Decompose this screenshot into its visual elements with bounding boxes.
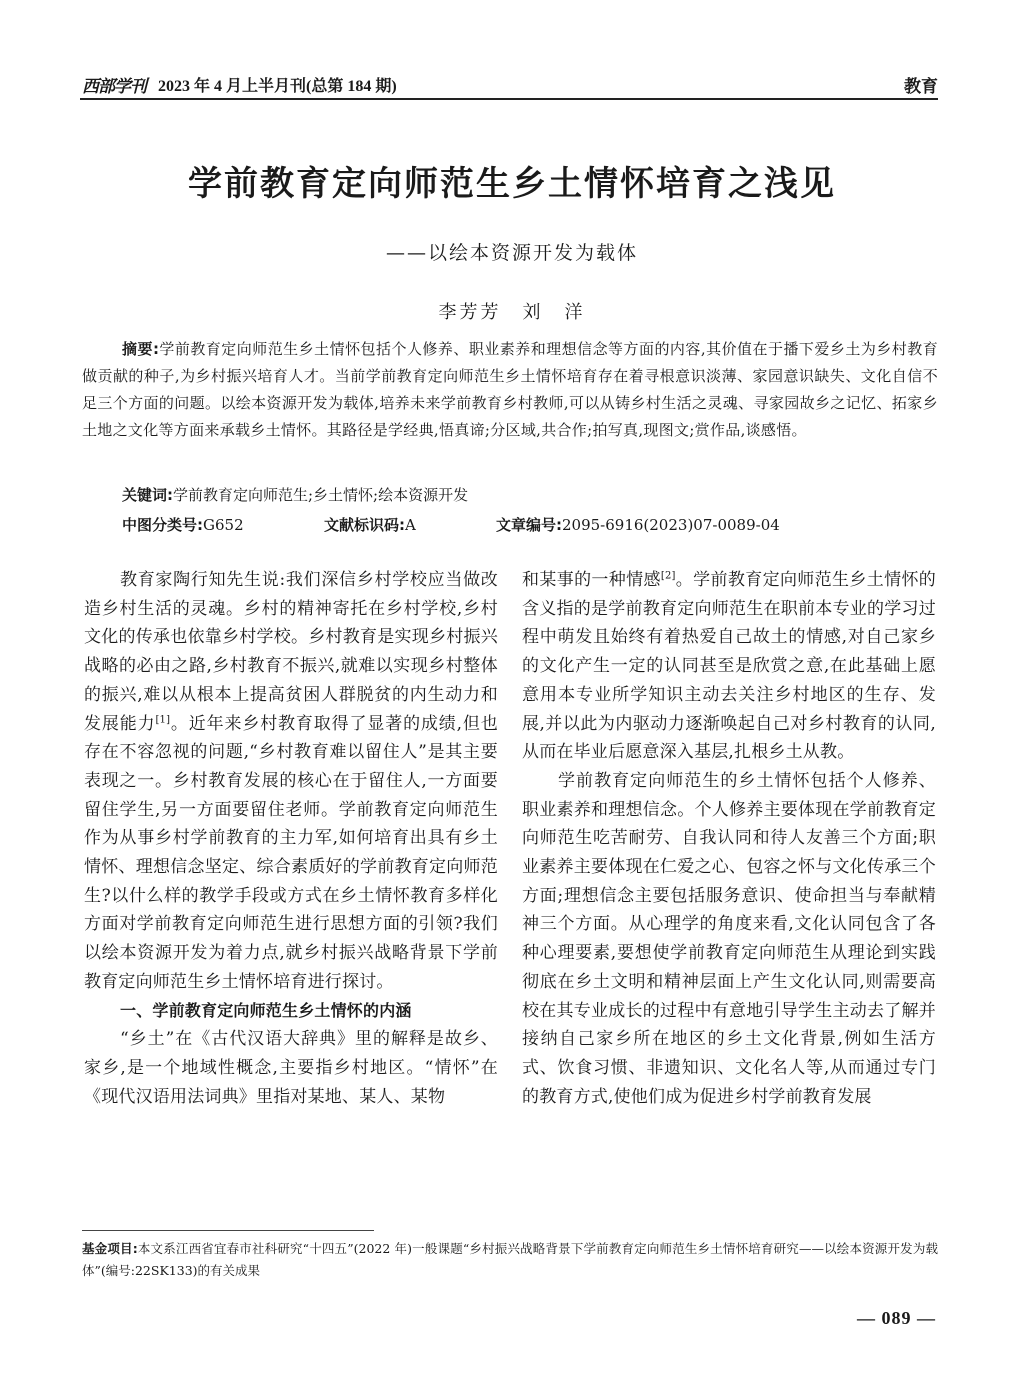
doc-code-label: 文献标识码: bbox=[324, 516, 405, 534]
article-subtitle: ——以绘本资源开发为载体 bbox=[385, 242, 638, 264]
footnote-label: 基金项目: bbox=[82, 1241, 138, 1256]
footnote-text: 本文系江西省宜春市社科研究“十四五”(2022 年)一般课题“乡村振兴战略背景下学前教育定向师范生乡土情怀培育研究——以绘本资源开发为载体”(编号:22SK133)的有关成果 bbox=[82, 1241, 939, 1278]
footnote bbox=[82, 1238, 938, 1282]
abstract-text: 学前教育定向师范生乡土情怀包括个人修养、职业素养和理想信念等方面的内容,其价值在于播下爱乡土为乡村教育做贡献的种子,为乡村振兴培育人才。当前学前教育定向师范生乡土情怀培育存在着寻根意识淡薄、家园意识缺失、文化自信不足三个方面的问题。以绘本资源开发为载体,培养未来学前教育乡村教师,可以从铸乡村生活之灵魂、寻家园故乡之记忆、拓家乡土地之文化等方面来承载乡土情怀。其路径是学经典,悟真谛;分区域,共合作;拍写真,现图文;赏作品,谈感悟。 bbox=[82, 340, 938, 439]
issue-info: 2023 年 4 月上半月刊(总第 184 期) bbox=[158, 78, 397, 95]
keywords-text: 学前教育定向师范生;乡土情怀;绘本资源开发 bbox=[173, 486, 469, 504]
article-no-value: 2095-6916(2023)07-0089-04 bbox=[562, 516, 780, 534]
footnote-rule bbox=[82, 1230, 374, 1231]
article-title: 学前教育定向师范生乡土情怀培育之浅见 bbox=[188, 164, 836, 204]
left-column bbox=[84, 566, 498, 1111]
paragraph-text: 教育家陶行知先生说:我们深信乡村学校应当做改造乡村生活的灵魂。乡村的精神寄托在乡村学校,乡村文化的传承也依靠乡村学校。乡村教育是实现乡村振兴战略的必由之路,乡村教育不振兴,就难以实现乡村整体的振兴,难以从根本上提高贫困人群脱贫的内生动力和发展能力 bbox=[84, 570, 498, 734]
paragraph-text: 。学前教育定向师范生乡土情怀的含义指的是学前教育定向师范生在职前本专业的学习过程中萌发且始终有着热爱自己故土的情感,对自己家乡的文化产生一定的认同甚至是欣赏之意,在此基础上愿意用本专业所学知识主动去关注乡村地区的生存、发展,并以此为内驱动力逐渐唤起自己对乡村教育的认同,从而在毕业后愿意深入基层,扎根乡土从教。 bbox=[522, 570, 937, 763]
doc-code bbox=[324, 514, 416, 535]
paragraph-text: 。近年来乡村教育取得了显著的成绩,但也存在不容忽视的问题,“乡村教育难以留住人”是其主要表现之一。乡村教育发展的核心在于留住人,一方面要留住学生,另一方面要留住老师。学前教育定向师范生作为从事乡村学前教育的主力军,如何培育出具有乡土情怀、理想信念坚定、综合素质好的学前教育定向师范生?以什么样的教学手段或方式在乡土情怀教育多样化方面对学前教育定向师范生进行思想方面的引领?我们以绘本资源开发为着力点,就乡村振兴战略背景下学前教育定向师范生乡土情怀培育进行探讨。 bbox=[84, 713, 498, 992]
abstract bbox=[82, 336, 938, 444]
body-paragraph: “乡土”在《古代汉语大辞典》里的解释是故乡、家乡,是一个地域性概念,主要指乡村地区。“情怀”在《现代汉语用法词典》里指对某地、某人、某物 bbox=[84, 1029, 498, 1107]
running-header bbox=[82, 70, 938, 98]
section-name: 教育 bbox=[904, 77, 938, 97]
article-no-label: 文章编号: bbox=[496, 516, 562, 534]
clc-label: 中图分类号: bbox=[122, 516, 203, 534]
body-paragraph bbox=[84, 566, 498, 997]
paragraph-text: 和某事的一种情感 bbox=[522, 570, 661, 590]
body-paragraph bbox=[522, 566, 936, 767]
citation-ref[interactable]: [2] bbox=[660, 570, 676, 582]
section-heading: 一、学前教育定向师范生乡土情怀的内涵 bbox=[120, 1000, 412, 1020]
header-rule bbox=[80, 98, 938, 100]
citation-ref[interactable]: [1] bbox=[155, 713, 171, 725]
keywords bbox=[122, 484, 468, 505]
doc-code-value: A bbox=[405, 516, 416, 534]
article-number bbox=[496, 514, 780, 535]
body-paragraph: 学前教育定向师范生的乡土情怀包括个人修养、职业素养和理想信念。个人修养主要体现在学前教育定向师范生吃苦耐劳、自我认同和待人友善三个方面;职业素养主要体现在仁爱之心、包容之怀与文化传承三个方面;理想信念主要包括服务意识、使命担当与奉献精神三个方面。从心理学的角度来看,文化认同包含了各种心理要素,要想使学前教育定向师范生从理论到实践彻底在乡土文明和精神层面上产生文化认同,则需要高校在其专业成长的过程中有意地引导学生主动去了解并接纳自己家乡所在地区的乡土文化背景,例如生活方式、饮食习惯、非遗知识、文化名人等,从而通过专门的教育方式,使他们成为促进乡村学前教育发展 bbox=[522, 770, 936, 1107]
abstract-label: 摘要: bbox=[122, 340, 160, 358]
page-number: — 089 — bbox=[857, 1308, 936, 1328]
clc-value: G652 bbox=[203, 516, 244, 534]
keywords-label: 关键词: bbox=[122, 486, 173, 504]
clc-code bbox=[122, 514, 244, 535]
right-column bbox=[522, 566, 936, 1111]
article-authors: 李芳芳 刘 洋 bbox=[438, 302, 586, 323]
journal-logo: 西部学刊 bbox=[82, 77, 146, 97]
